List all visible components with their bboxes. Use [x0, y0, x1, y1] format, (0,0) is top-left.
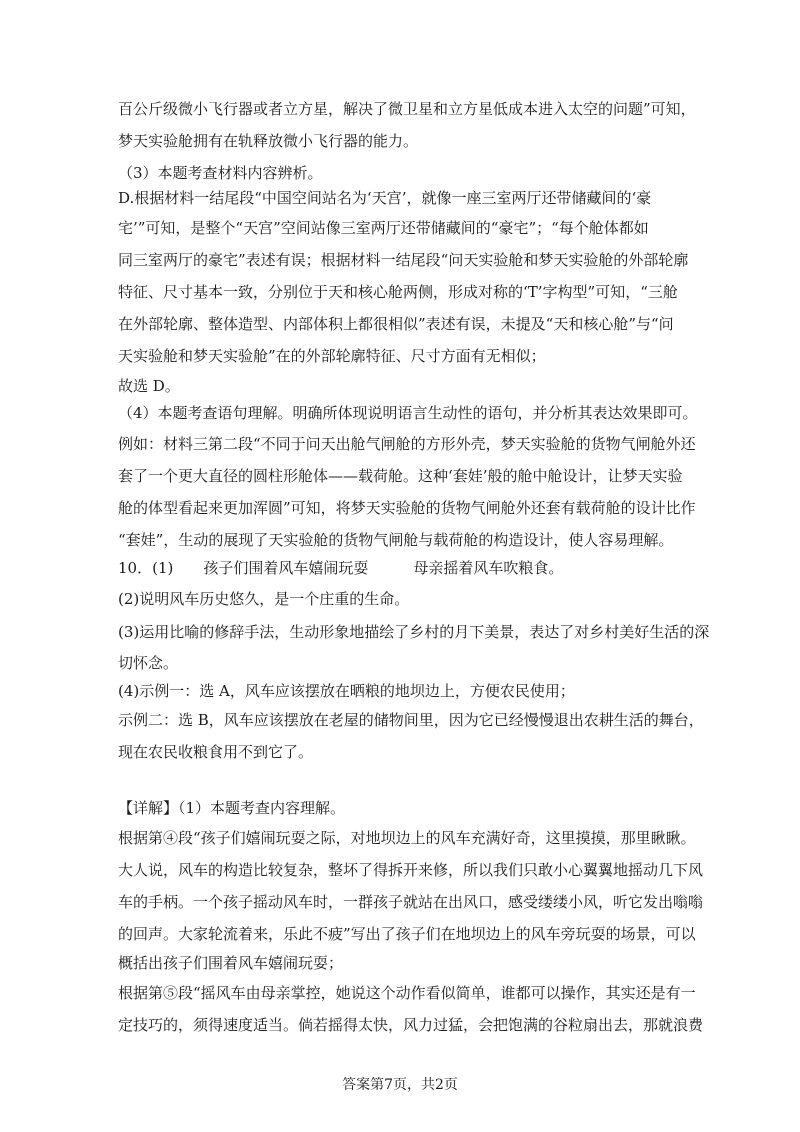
text-line: 10．(1) 孩子们围着风车嬉闹玩耍 母亲摇着风车吹粮食。 — [118, 559, 564, 577]
text-line: 切怀念。 — [118, 654, 179, 672]
text-line: 梦天实验舱拥有在轨释放微小飞行器的能力。 — [118, 132, 419, 150]
text-line: 示例二：选 B，风车应该摆放在老屋的储物间里，因为它已经慢慢退出农耕生活的舞台， — [118, 711, 704, 729]
text-line: 车的手柄。一个孩子摇动风车时，一群孩子就站在出风口，感受缕缕小风，听它发出嗡嗡 — [118, 893, 704, 911]
text-line: (2)说明风车历史悠久，是一个庄重的生命。 — [118, 590, 410, 608]
text-line: 定技巧的，须得速度适当。倘若摇得太快，风力过猛，会把饱满的谷粒扇出去，那就浪费 — [118, 1016, 704, 1034]
text-line: 的回声。大家轮流着来，乐此不疲”写出了孩子们在地坝边上的风车旁玩耍的场景，可以 — [118, 925, 696, 943]
text-line: （3）本题考查材料内容辨析。 — [118, 164, 323, 182]
text-line: (3)运用比喻的修辞手法，生动形象地描绘了乡村的月下美景，表达了对乡村美好生活的深 — [118, 623, 710, 641]
text-line: 故选 D。 — [118, 377, 180, 395]
text-line: 特征、尺寸基本一致，分别位于天和核心舱两侧，形成对称的‘T’字构型”可知，“三舱 — [118, 283, 678, 301]
text-line: 根据第④段“孩子们嬉闹玩耍之际，对地坝边上的风车充满好奇，这里摸摸，那里瞅瞅。 — [118, 829, 696, 847]
text-line: 根据第⑤段“摇风车由母亲掌控，她说这个动作看似简单，谁都可以操作，其实还是有一 — [118, 984, 696, 1002]
text-line: 天实验舱和梦天实验舱”在的外部轮廓特征、尺寸方面有无相似； — [118, 347, 546, 365]
text-line: 在外部轮廓、整体造型、内部体积上都很相似”表述有误，未提及“天和核心舱”与“问 — [118, 315, 674, 333]
text-line: 套了一个更大直径的圆柱形舱体——载荷舱。这种‘套娃’般的舱中舱设计，让梦天实验 — [118, 467, 683, 485]
section-heading: 【详解】（1）本题考查内容理解。 — [118, 799, 346, 817]
text-line: “套娃”，生动的展现了天实验舱的货物气闸舱与载荷舱的构造设计，使人容易理解。 — [118, 531, 674, 549]
text-line: （4）本题考查语句理解。明确所体现说明语言生动性的语句，并分析其表达效果即可。 — [118, 404, 698, 422]
text-line: 同三室两厅的豪宅”表述有误；根据材料一结尾段“问天实验舱和梦天实验舱的外部轮廓 — [118, 251, 689, 269]
text-line: (4)示例一：选 A，风车应该摆放在晒粮的地坝边上，方便农民使用； — [118, 682, 575, 700]
page-footer: 答案第7页，共2页 — [342, 1077, 458, 1093]
text-line: 大人说，风车的构造比较复杂，整坏了得拆开来修，所以我们只敢小心翼翼地摇动几下风 — [118, 861, 704, 879]
text-line: 宅’”可知，是整个“天宫”空间站像三室两厅还带储藏间的“豪宅”；“每个舱体都如 — [118, 219, 649, 237]
text-line: 舱的体型看起来更加浑圆”可知，将梦天实验舱的货物气闸舱外还套有载荷舱的设计比作 — [118, 499, 696, 517]
text-line: 概括出孩子们围着风车嬉闹玩耍； — [118, 954, 344, 972]
text-line: 百公斤级微小飞行器或者立方星，解决了微卫星和立方星低成本进入太空的问题”可知， — [118, 100, 696, 118]
text-line: 例如：材料三第二段“不同于问天出舱气闸舱的方形外壳，梦天实验舱的货物气闸舱外还 — [118, 435, 696, 453]
text-line: 现在农民收粮食用不到它了。 — [118, 743, 314, 761]
text-line: D.根据材料一结尾段“中国空间站名为‘天宫’，就像一座三室两厅还带储藏间的‘豪 — [118, 189, 652, 207]
